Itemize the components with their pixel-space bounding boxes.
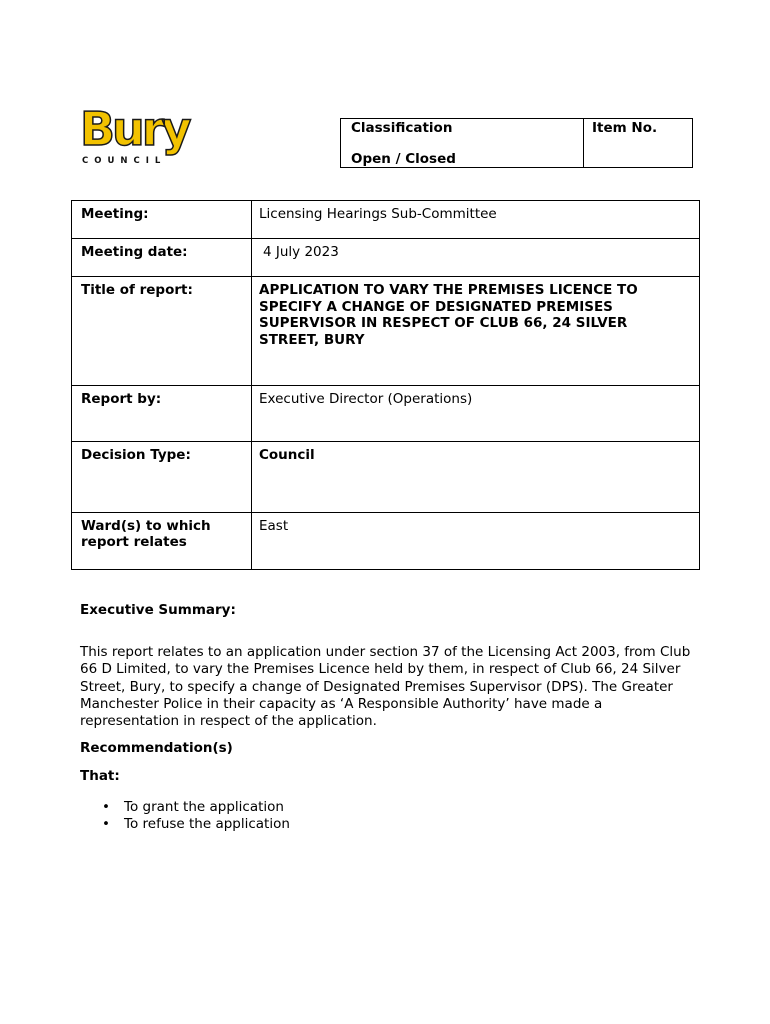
report-by-label: Report by: (72, 386, 252, 442)
classification-label: Classification (351, 120, 453, 136)
report-by-row (72, 386, 700, 442)
logo-subtitle: COUNCIL (82, 156, 167, 166)
list-item (100, 799, 290, 816)
report-title-value: APPLICATION TO VARY THE PREMISES LICENCE TO SPECIFY A CHANGE OF DESIGNATED PREMISES SUPERVISOR IN RESPECT OF CLUB 66, 24 SILVER STREET, BURY (252, 277, 700, 386)
ward-row (72, 513, 700, 570)
executive-summary-text: This report relates to an application under section 37 of the Licensing Act 2003, from Club 66 D Limited, to vary the Premises Licence held by them, in respect of Club 66, 24 Silver Street, Bury, to specify a change of Designated Premises Supervisor (DPS). The Greater Manchester Police in their capacity as ‘A Responsible Authority’ have made a representation in respect of the application. (80, 644, 691, 730)
recommendations-heading: Recommendation(s) (80, 740, 233, 756)
meeting-date-label: Meeting date: (72, 239, 252, 277)
report-info-table (71, 200, 700, 570)
report-title-label: Title of report: (72, 277, 252, 386)
report-by-value: Executive Director (Operations) (252, 386, 700, 442)
bury-council-logo (80, 102, 212, 166)
report-title-row (72, 277, 700, 386)
item-no-label: Item No. (592, 120, 658, 136)
that-label: That: (80, 768, 120, 784)
meeting-label: Meeting: (72, 201, 252, 239)
classification-value: Open / Closed (351, 151, 456, 167)
meeting-value: Licensing Hearings Sub-Committee (252, 201, 700, 239)
ward-value: East (252, 513, 700, 570)
recommendation-options (100, 799, 290, 833)
decision-type-label: Decision Type: (72, 442, 252, 513)
logo-word: Bury (80, 102, 189, 156)
item-no-cell (584, 119, 693, 168)
meeting-row (72, 201, 700, 239)
list-item (100, 816, 290, 833)
meeting-date-value: 4 July 2023 (252, 239, 700, 277)
bullet-icon: • (102, 799, 110, 815)
decision-type-row (72, 442, 700, 513)
executive-summary-heading: Executive Summary: (80, 602, 236, 618)
ward-label: Ward(s) to which report relates (72, 513, 252, 570)
meeting-date-row (72, 239, 700, 277)
bullet-icon: • (102, 816, 110, 832)
classification-cell (341, 119, 584, 168)
option-text: To grant the application (124, 799, 284, 815)
option-text: To refuse the application (124, 816, 290, 832)
classification-table (340, 118, 693, 168)
decision-type-value: Council (252, 442, 700, 513)
